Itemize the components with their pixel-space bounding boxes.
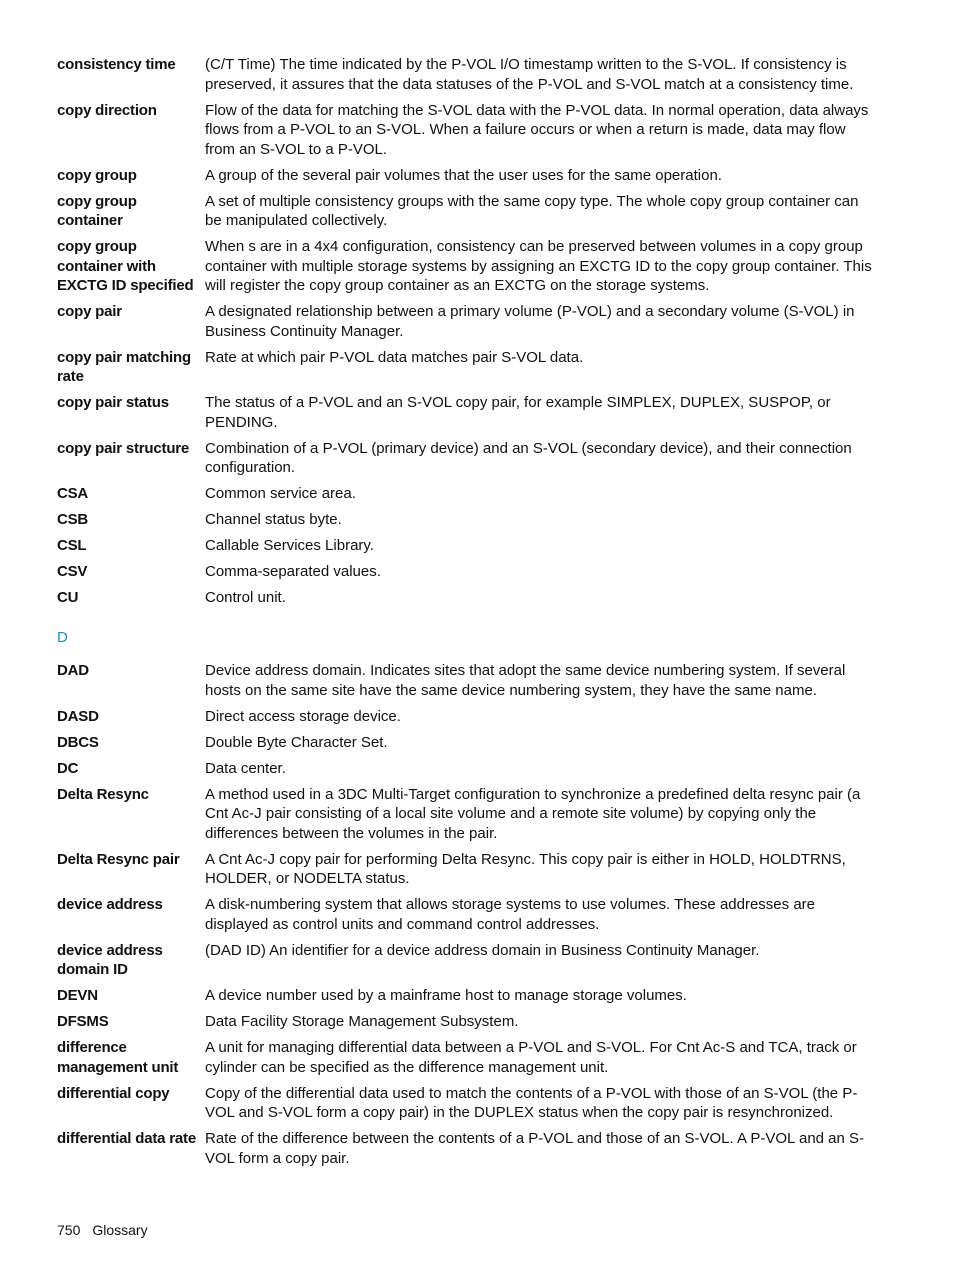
- glossary-definition: Combination of a P-VOL (primary device) and an S-VOL (secondary device), and their connection configuration.: [205, 439, 852, 476]
- glossary-definition: Copy of the differential data used to match the contents of a P-VOL with those of an S-VOL (the P-VOL and S-VOL form a copy pair) in the DUPLEX status when the copy pair is resynchronized.: [205, 1084, 858, 1121]
- glossary-definition: Flow of the data for matching the S-VOL data with the P-VOL data. In normal operation, data always flows from a P-VOL to an S-VOL. When a failure occurs or when a return is made, data may flow from an S-VOL to a P-VOL.: [205, 101, 869, 158]
- glossary-definition: Data center.: [205, 759, 286, 777]
- glossary-term: copy pair: [57, 303, 122, 320]
- glossary-term: DC: [57, 759, 79, 777]
- glossary-definition: A method used in a 3DC Multi-Target configuration to synchronize a predefined delta resync pair (a Cnt Ac-J pair consisting of a local site volume and a remote site volume) by copying only the differences between the volumes in the pair.: [205, 785, 861, 842]
- glossary-entry: [57, 661, 872, 700]
- glossary-term: copy group container with EXCTG ID specified: [57, 238, 194, 294]
- page-footer: [57, 1222, 160, 1238]
- section-heading-d: D: [57, 628, 68, 646]
- glossary-entry: [57, 439, 872, 478]
- glossary-entry: [57, 393, 872, 432]
- glossary-definition: Common service area.: [205, 485, 356, 502]
- glossary-entry: [57, 536, 872, 556]
- glossary-term: DBCS: [57, 733, 99, 751]
- glossary-term: copy pair structure: [57, 439, 190, 457]
- glossary-entry: [57, 941, 872, 980]
- glossary-definition: A group of the several pair volumes that the user uses for the same operation.: [205, 166, 722, 184]
- glossary-entry: [57, 101, 872, 160]
- glossary-entry: [57, 562, 872, 582]
- glossary-term: CSA: [57, 485, 89, 502]
- glossary-term: copy group container: [57, 192, 137, 229]
- glossary-definition: The status of a P-VOL and an S-VOL copy pair, for example SIMPLEX, DUPLEX, SUSPOP, or PENDING.: [205, 394, 831, 431]
- glossary-definition: Channel status byte.: [205, 511, 342, 528]
- glossary-section-c: [57, 55, 872, 608]
- glossary-entry: [57, 166, 872, 186]
- glossary-term: DEVN: [57, 987, 98, 1004]
- glossary-term: Delta Resync: [57, 785, 149, 803]
- glossary-entry: [57, 733, 872, 753]
- glossary-entry: [57, 510, 872, 530]
- glossary-definition: When s are in a 4x4 configuration, consistency can be preserved between volumes in a copy group container with multiple storage systems by assigning an EXCTG ID to the copy group container. This will register the copy group container as an EXCTG on the storage systems.: [205, 238, 872, 294]
- glossary-definition: A set of multiple consistency groups with the same copy type. The whole copy group container can be manipulated collectively.: [205, 192, 859, 229]
- glossary-term: CU: [57, 589, 79, 606]
- glossary-term: differential data rate: [57, 1130, 196, 1147]
- glossary-definition: Rate at which pair P-VOL data matches pair S-VOL data.: [205, 348, 584, 366]
- glossary-term: copy pair status: [57, 394, 169, 411]
- glossary-term: copy group: [57, 166, 137, 184]
- glossary-entry: [57, 986, 872, 1006]
- glossary-definition: A device number used by a mainframe host to manage storage volumes.: [205, 987, 687, 1004]
- glossary-definition: Data Facility Storage Management Subsystem.: [205, 1013, 519, 1030]
- glossary-entry: [57, 192, 872, 231]
- page-number: 750: [57, 1222, 81, 1238]
- glossary-term: DAD: [57, 662, 89, 679]
- glossary-entry: [57, 785, 872, 844]
- glossary-term: consistency time: [57, 56, 176, 73]
- glossary-definition: Callable Services Library.: [205, 537, 374, 554]
- glossary-entry: [57, 1084, 872, 1123]
- glossary-definition: A Cnt Ac-J copy pair for performing Delta Resync. This copy pair is either in HOLD, HOLDTRNS, HOLDER, or NODELTA status.: [205, 850, 846, 887]
- glossary-definition: Control unit.: [205, 589, 286, 606]
- glossary-definition: Rate of the difference between the contents of a P-VOL and those of an S-VOL. A P-VOL and an S-VOL form a copy pair.: [205, 1130, 865, 1167]
- glossary-entry: [57, 1038, 872, 1077]
- glossary-term: CSL: [57, 537, 87, 554]
- glossary-entry: [57, 55, 872, 94]
- glossary-definition: Device address domain. Indicates sites that adopt the same device numbering system. If several hosts on the same site have the same device numbering system, they have the same name.: [205, 662, 846, 699]
- glossary-term: Delta Resync pair: [57, 850, 180, 868]
- glossary-definition: (DAD ID) An identifier for a device address domain in Business Continuity Manager.: [205, 941, 760, 959]
- glossary-term: CSB: [57, 511, 89, 528]
- glossary-term: copy direction: [57, 101, 157, 119]
- footer-section-title: Glossary: [92, 1222, 148, 1238]
- glossary-entry: [57, 895, 872, 934]
- glossary-definition: Direct access storage device.: [205, 707, 401, 725]
- glossary-term: CSV: [57, 563, 88, 580]
- glossary-entry: [57, 237, 872, 296]
- glossary-term: differential copy: [57, 1084, 170, 1102]
- glossary-definition: A designated relationship between a primary volume (P-VOL) and a secondary volume (S-VOL) in Business Continuity Manager.: [205, 303, 855, 340]
- glossary-term: device address domain ID: [57, 941, 163, 978]
- glossary-entry: [57, 850, 872, 889]
- glossary-entry: [57, 759, 872, 779]
- glossary-entry: [57, 348, 872, 387]
- glossary-term: DFSMS: [57, 1013, 109, 1030]
- glossary-term: DASD: [57, 707, 99, 725]
- glossary-definition: Double Byte Character Set.: [205, 733, 388, 751]
- glossary-definition: (C/T Time) The time indicated by the P-VOL I/O timestamp written to the S-VOL. If consistency is preserved, it assures that the data statuses of the P-VOL and S-VOL match at a consistency time.: [205, 56, 854, 93]
- glossary-section-d: [57, 661, 872, 1168]
- glossary-term: device address: [57, 896, 163, 913]
- glossary-term: copy pair matching rate: [57, 348, 191, 385]
- glossary-entry: [57, 707, 872, 727]
- glossary-entry: [57, 1129, 872, 1168]
- glossary-term: difference management unit: [57, 1039, 179, 1076]
- glossary-entry: [57, 1012, 872, 1032]
- glossary-definition: A disk-numbering system that allows storage systems to use volumes. These addresses are displayed as control units and command control addresses.: [205, 896, 815, 933]
- glossary-entry: [57, 588, 872, 608]
- glossary-definition: Comma-separated values.: [205, 563, 381, 580]
- glossary-page: [57, 55, 872, 1175]
- glossary-entry: [57, 302, 872, 341]
- glossary-entry: [57, 484, 872, 504]
- glossary-definition: A unit for managing differential data between a P-VOL and S-VOL. For Cnt Ac-S and TCA, track or cylinder can be specified as the difference management unit.: [205, 1039, 857, 1076]
